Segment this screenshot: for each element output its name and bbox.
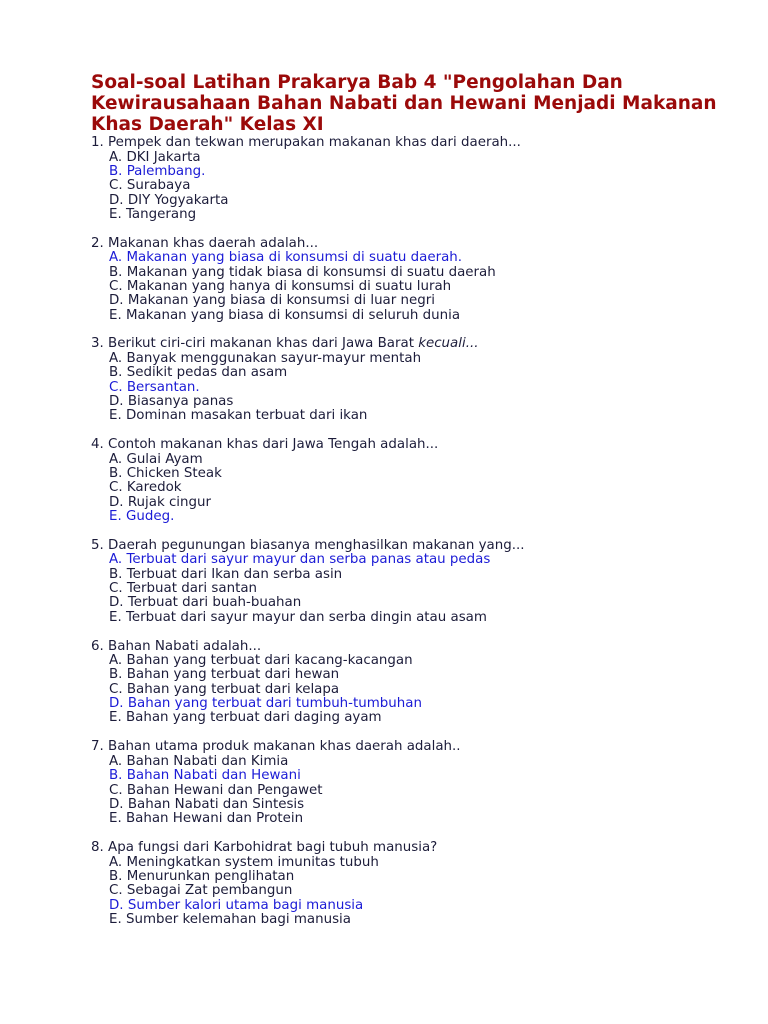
- question-prompt: Bahan Nabati adalah...: [108, 638, 262, 654]
- question-text: [91, 539, 751, 554]
- answer-option: A. Banyak menggunakan sayur-mayur mentah: [109, 350, 422, 366]
- answer-option: E. Makanan yang biasa di konsumsi di seluruh dunia: [109, 307, 461, 323]
- answer-option: A. Bahan Nabati dan Kimia: [109, 753, 289, 769]
- answer-option: D. Rujak cingur: [109, 494, 212, 510]
- answer-option: C. Bahan yang terbuat dari kelapa: [109, 681, 340, 697]
- question-text: [91, 337, 751, 352]
- answer-option: A. DKI Jakarta: [109, 149, 201, 165]
- answer-option: A. Meningkatkan system imunitas tubuh: [109, 854, 379, 870]
- question-number: 2.: [91, 235, 104, 251]
- answer-option: D. DIY Yogyakarta: [109, 192, 229, 208]
- question-3: [91, 337, 751, 423]
- answer-option: E. Tangerang: [109, 206, 197, 222]
- question-number: 4.: [91, 437, 104, 453]
- question-prompt: Daerah pegunungan biasanya menghasilkan makanan yang...: [108, 537, 525, 553]
- question-8: [91, 841, 751, 927]
- answer-option: C. Terbuat dari santan: [109, 581, 258, 597]
- answer-option: E. Bahan Hewani dan Protein: [109, 811, 304, 827]
- answer-option-correct: B. Bahan Nabati dan Hewani: [109, 768, 301, 784]
- answer-option: D. Terbuat dari buah-buahan: [109, 595, 302, 611]
- question-list: [91, 136, 751, 927]
- answer-option: B. Sedikit pedas dan asam: [109, 365, 288, 381]
- answer-option: D. Bahan Nabati dan Sintesis: [109, 796, 305, 812]
- answer-option: B. Menurunkan penglihatan: [109, 868, 295, 884]
- question-6: [91, 640, 751, 726]
- answer-option: C. Sebagai Zat pembangun: [109, 883, 293, 899]
- answer-option: E. Dominan masakan terbuat dari ikan: [109, 408, 368, 424]
- question-text: [91, 841, 751, 856]
- question-emphasis: kecuali...: [418, 336, 479, 352]
- question-prompt: Makanan khas daerah adalah...: [108, 235, 319, 251]
- answer-option: B. Terbuat dari Ikan dan serba asin: [109, 566, 343, 582]
- question-prompt: Contoh makanan khas dari Jawa Tengah adalah...: [108, 437, 439, 453]
- answer-option-correct: A. Makanan yang biasa di konsumsi di suatu daerah.: [109, 250, 463, 266]
- question-7: [91, 740, 751, 826]
- answer-option: B. Chicken Steak: [109, 466, 222, 481]
- question-number: 1.: [91, 135, 104, 150]
- answer-option: A. Bahan yang terbuat dari kacang-kacangan: [109, 653, 413, 669]
- answer-option: C. Surabaya: [109, 178, 191, 194]
- question-prompt: Pempek dan tekwan merupakan makanan khas dari daerah...: [108, 135, 521, 150]
- question-number: 3.: [91, 336, 104, 352]
- answer-option: D. Biasanya panas: [109, 393, 234, 409]
- answer-option: B. Bahan yang terbuat dari hewan: [109, 667, 340, 683]
- question-number: 8.: [91, 840, 104, 856]
- question-number: 7.: [91, 739, 104, 755]
- answer-option: C. Makanan yang hanya di konsumsi di suatu lurah: [109, 278, 452, 294]
- question-number: 5.: [91, 537, 104, 553]
- answer-option-correct: A. Terbuat dari sayur mayur dan serba panas atau pedas: [109, 552, 491, 568]
- answer-option: C. Bahan Hewani dan Pengawet: [109, 782, 323, 798]
- answer-option: B. Makanan yang tidak biasa di konsumsi di suatu daerah: [109, 264, 496, 280]
- answer-option: E. Bahan yang terbuat dari daging ayam: [109, 710, 382, 726]
- answer-option-correct: D. Sumber kalori utama bagi manusia: [109, 897, 364, 913]
- question-text: [91, 640, 751, 655]
- question-1: [91, 136, 751, 222]
- question-text: [91, 237, 751, 252]
- answer-option-correct: C. Bersantan.: [109, 379, 200, 395]
- answer-option-correct: E. Gudeg.: [109, 509, 175, 525]
- answer-option: A. Gulai Ayam: [109, 451, 203, 467]
- question-prompt: Apa fungsi dari Karbohidrat bagi tubuh manusia?: [108, 840, 438, 856]
- question-text: [91, 438, 751, 453]
- question-prompt: Bahan utama produk makanan khas daerah adalah..: [108, 739, 461, 755]
- answer-option: E. Sumber kelemahan bagi manusia: [109, 911, 351, 927]
- document-title: Soal-soal Latihan Prakarya Bab 4 "Pengolahan Dan Kewirausahaan Bahan Nabati dan Hewani Menjadi Makanan Khas Daerah" Kelas XI: [91, 72, 717, 135]
- question-2: [91, 237, 751, 323]
- question-text: [91, 136, 751, 151]
- document-page: [91, 72, 751, 942]
- answer-option: D. Makanan yang biasa di konsumsi di luar negri: [109, 293, 435, 309]
- question-number: 6.: [91, 638, 104, 654]
- question-4: [91, 438, 751, 524]
- answer-option-correct: D. Bahan yang terbuat dari tumbuh-tumbuhan: [109, 696, 422, 712]
- question-prompt: Berikut ciri-ciri makanan khas dari Jawa Barat: [108, 336, 419, 352]
- question-5: [91, 539, 751, 625]
- answer-option: C. Karedok: [109, 480, 182, 496]
- answer-option-correct: B. Palembang.: [109, 163, 206, 179]
- answer-option: E. Terbuat dari sayur mayur dan serba dingin atau asam: [109, 609, 487, 625]
- question-text: [91, 740, 751, 755]
